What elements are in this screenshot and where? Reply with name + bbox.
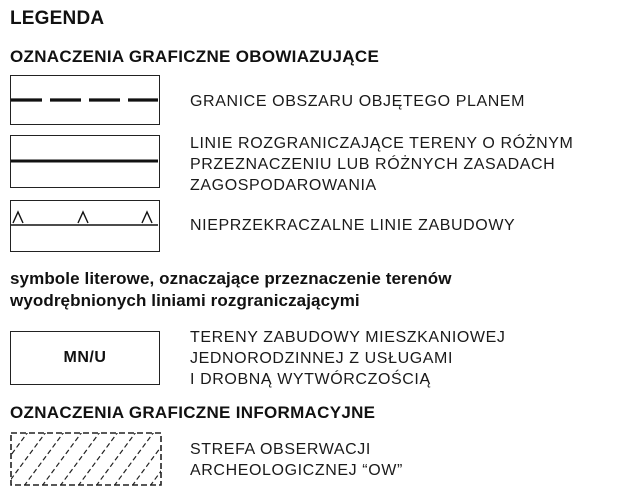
hatched-box-icon (10, 432, 162, 486)
symbol-boundary-line (10, 75, 160, 125)
description-line: TERENY ZABUDOWY MIESZKANIOWEJ (190, 329, 506, 346)
subtitle-line: symbole literowe, oznaczające przeznaczenie terenów (10, 269, 452, 288)
symbol-hatched-zone (10, 432, 162, 486)
symbol-code-box (10, 331, 160, 385)
symbols-subtitle (10, 268, 452, 312)
description-line: I DROBNĄ WYTWÓRCZOŚCIĄ (190, 371, 431, 388)
description-line: JEDNORODZINNEJ Z USŁUGAMI (190, 350, 454, 367)
description-line: GRANICE OBSZARU OBJĘTEGO PLANEM (190, 93, 526, 110)
symbol-building-line (10, 200, 160, 252)
description-building-line (190, 215, 515, 236)
section-info-header: OZNACZENIA GRAFICZNE INFORMACYJNE (10, 403, 376, 422)
dashed-line-icon (11, 76, 158, 123)
description-zone (190, 327, 506, 390)
solid-line-icon (11, 136, 158, 186)
subtitle-line: wyodrębnionych liniami rozgraniczającymi (10, 291, 360, 310)
description-boundary (190, 91, 525, 112)
description-line: LINIE ROZGRANICZAJĄCE TERENY O RÓŻNYM (190, 135, 574, 152)
description-observation-zone (190, 439, 403, 481)
triangle-line-icon (11, 201, 158, 250)
description-line: PRZEZNACZENIU LUB RÓŻNYCH ZASADACH (190, 156, 556, 173)
symbol-demarcation-line (10, 135, 160, 188)
description-demarcation (190, 133, 573, 196)
zone-code-label: MN/U (63, 349, 107, 366)
section-binding-header: OZNACZENIA GRAFICZNE OBOWIAZUJĄCE (10, 47, 380, 66)
legend-title: LEGENDA (10, 8, 105, 29)
description-line: NIEPRZEKRACZALNE LINIE ZABUDOWY (190, 217, 516, 234)
description-line: ARCHEOLOGICZNEJ “OW” (190, 462, 403, 479)
description-line: STREFA OBSERWACJI (190, 441, 371, 458)
description-line: ZAGOSPODAROWANIA (190, 177, 377, 194)
